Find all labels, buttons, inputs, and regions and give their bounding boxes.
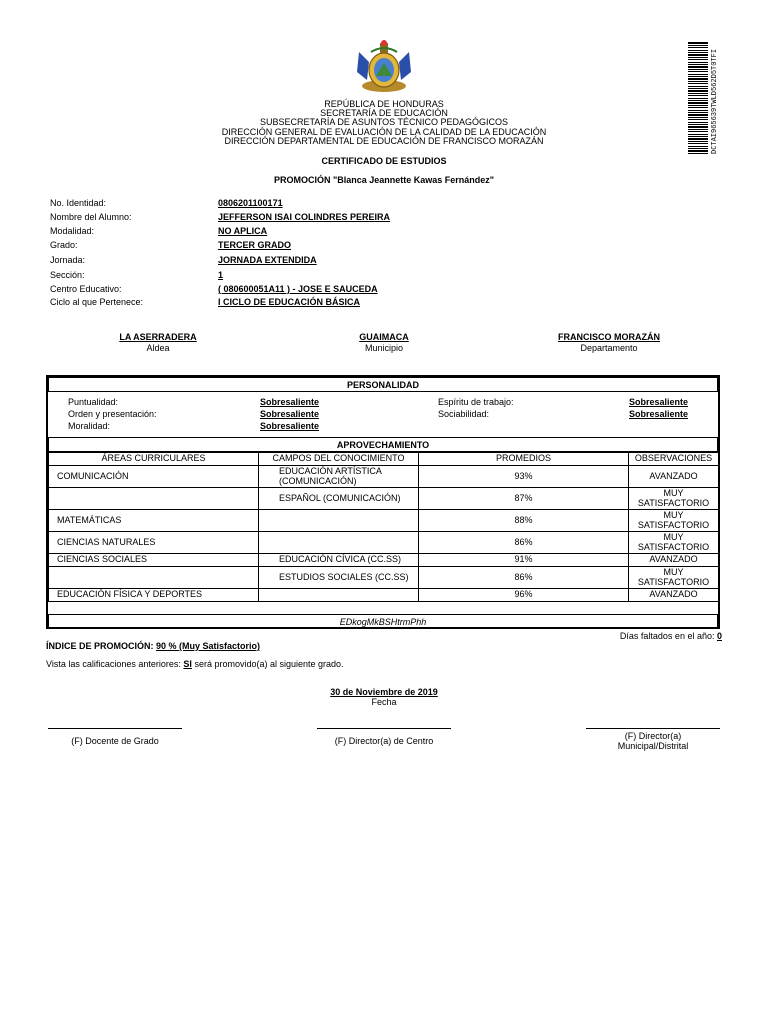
date-label: Fecha [371,697,397,707]
obs-cell: MUY SATISFACTORIO [629,488,719,510]
area-cell: CIENCIAS NATURALES [49,532,259,554]
barcode-bar [688,45,708,46]
barcode-bar [688,93,708,94]
date-value: 30 de Noviembre de 2019 [330,687,438,697]
id-value: 0806201100171 [218,198,283,208]
field-cell [259,589,419,602]
barcode-bar [688,62,708,63]
header-line-1: REPÚBLICA DE HONDURAS [324,99,444,109]
header-line-4: DIRECCIÓN GENERAL DE EVALUACIÓN DE LA CALIDAD DE LA EDUCACIÓN [221,126,547,137]
header-line-5: DIRECCIÓN DEPARTAMENTAL DE EDUCACIÓN DE FRANCISCO MORAZÁN [224,135,544,146]
cycle-label: Ciclo al que Pertenece: [50,297,144,307]
area-cell: EDUCACIÓN FÍSICA Y DEPORTES [49,589,259,602]
absences [500,631,722,641]
promotion-index-value: 90 % (Muy Satisfactorio) [156,641,261,651]
punctuality-label: Puntualidad: [68,397,119,407]
absences-value: 0 [716,631,722,641]
department-value: FRANCISCO MORAZÁN [558,332,660,342]
barcode-bar [688,146,708,147]
promotion-title: PROMOCIÓN "Blanca Jeannette Kawas Fernández" [273,175,495,185]
barcode-bar [688,76,708,77]
table-row [49,510,719,532]
table-row [49,567,719,589]
barcode-bar [688,148,708,149]
signature-director: (F) Director(a) de Centro [334,736,434,746]
barcode-bar [688,90,708,92]
grades-table [48,452,719,602]
work-label: Espíritu de trabajo: [438,397,514,407]
barcode-bar [688,150,708,152]
signature-line-municipal [586,728,720,729]
municipality-label: Municipio [364,343,404,353]
area-cell: COMUNICACIÓN [49,466,259,488]
promotion-suffix: será promovido(a) al siguiente grado. [194,659,344,669]
field-cell: EDUCACIÓN CÍVICA (CC.SS) [259,554,419,567]
barcode-bar [688,57,708,58]
cycle-value: I CICLO DE EDUCACIÓN BÁSICA [218,297,361,307]
table-row [49,466,719,488]
department-label: Departamento [580,343,638,353]
signature-line-director [317,728,451,729]
field-cell: ESPAÑOL (COMUNICACIÓN) [259,488,419,510]
barcode-bar [688,42,708,44]
barcode-bar [688,74,708,75]
field-cell [259,510,419,532]
col-obs-header: OBSERVACIONES [629,453,719,466]
barcode-bar [688,47,708,48]
social-value: Sobresaliente [629,409,689,419]
avg-cell: 93% [419,466,629,488]
date-block [284,687,484,707]
barcode-bar [688,52,708,53]
barcode-bar [688,64,708,65]
department [509,332,709,354]
barcode-bar [688,98,708,99]
table-row [49,488,719,510]
promotion-prefix: Vista las calificaciones anteriores: [46,659,181,669]
area-cell [49,567,259,589]
barcode-bar [688,83,708,84]
shift-value: JORNADA EXTENDIDA [218,255,317,265]
obs-cell: AVANZADO [629,466,719,488]
grades-title: APROVECHAMIENTO [48,437,718,452]
id-label: No. Identidad: [50,198,107,208]
promotion-value: SI [183,659,192,669]
name-value: JEFFERSON ISAI COLINDRES PEREIRA [218,212,391,222]
signature-teacher: (F) Docente de Grado [71,736,159,746]
signature-municipal-line-1: (F) Director(a) [624,731,682,741]
signature-municipal-line-2: Municipal/Distrital [617,741,689,751]
mode-value: NO APLICA [218,226,268,236]
obs-cell: MUY SATISFACTORIO [629,567,719,589]
promotion-index [46,641,260,651]
name-label: Nombre del Alumno: [50,212,132,222]
barcode-bar [688,88,708,89]
barcode-bar [688,95,708,96]
barcode-bar [688,50,708,51]
morality-value: Sobresaliente [260,421,320,431]
village-value: LA ASERRADERA [119,332,197,342]
municipality-value: GUAIMACA [359,332,409,342]
institution-header [0,100,768,146]
col-fields-header: CAMPOS DEL CONOCIMIENTO [259,453,419,466]
header-line-3: SUBSECRETARÍA DE ASUNTOS TÉCNICO PEDAGÓGICOS [259,117,509,128]
avg-cell: 86% [419,567,629,589]
avg-cell: 96% [419,589,629,602]
obs-cell: MUY SATISFACTORIO [629,510,719,532]
barcode-bar [688,71,708,72]
barcode-bar [688,66,708,68]
obs-cell: AVANZADO [629,554,719,567]
avg-cell: 87% [419,488,629,510]
municipality [284,332,484,354]
morality-label: Moralidad: [68,421,111,431]
avg-cell: 86% [419,532,629,554]
barcode-bar [688,59,708,60]
grade-label: Grado: [50,240,78,250]
header-line-2: SECRETARÍA DE EDUCACIÓN [320,108,448,119]
field-cell [259,532,419,554]
barcode-bar [688,86,708,87]
order-label: Orden y presentación: [68,409,157,419]
col-areas-header: ÁREAS CURRICULARES [49,453,259,466]
field-cell: ESTUDIOS SOCIALES (CC.SS) [259,567,419,589]
barcode-text: DCTAI965639TWLD562D5T0TFI [711,48,719,154]
village [58,332,258,354]
center-label: Centro Educativo: [50,284,122,294]
obs-cell: AVANZADO [629,589,719,602]
avg-cell: 88% [419,510,629,532]
punctuality-value: Sobresaliente [260,397,320,407]
order-value: Sobresaliente [260,409,320,419]
center-value: ( 080600051A11 ) - JOSE E SAUCEDA [218,284,378,294]
signature-line-teacher [48,728,182,729]
barcode-bar [688,54,708,56]
barcode-bar [688,153,708,154]
coat-of-arms-emblem [353,38,415,98]
avg-cell: 91% [419,554,629,567]
social-label: Sociabilidad: [438,409,490,419]
grades-header-row [49,453,719,466]
verification-code: EDkogMkBSHtrmPhh [48,614,718,629]
table-row [49,532,719,554]
promotion-index-label: ÍNDICE DE PROMOCIÓN: [46,641,154,651]
promotion-statement [46,659,344,669]
table-row [49,554,719,567]
area-cell: CIENCIAS SOCIALES [49,554,259,567]
field-cell: EDUCACIÓN ARTÍSTICA (COMUNICACIÓN) [259,466,419,488]
signature-municipal [578,731,728,751]
barcode-bar [688,69,708,70]
table-row [49,589,719,602]
grade-value: TERCER GRADO [218,240,292,250]
absences-label: Días faltados en el año: [619,631,715,641]
col-avg-header: PROMEDIOS [419,453,629,466]
section-value: 1 [218,270,224,280]
village-label: Aldea [146,343,170,353]
area-cell [49,488,259,510]
section-label: Sección: [50,270,85,280]
shift-label: Jornada: [50,255,86,265]
mode-label: Modalidad: [50,226,95,236]
work-value: Sobresaliente [629,397,689,407]
personality-title: PERSONALIDAD [48,377,718,392]
barcode-bar [688,81,708,82]
obs-cell: MUY SATISFACTORIO [629,532,719,554]
area-cell: MATEMÁTICAS [49,510,259,532]
certificate-title: CERTIFICADO DE ESTUDIOS [321,156,447,166]
barcode-bar [688,78,708,80]
